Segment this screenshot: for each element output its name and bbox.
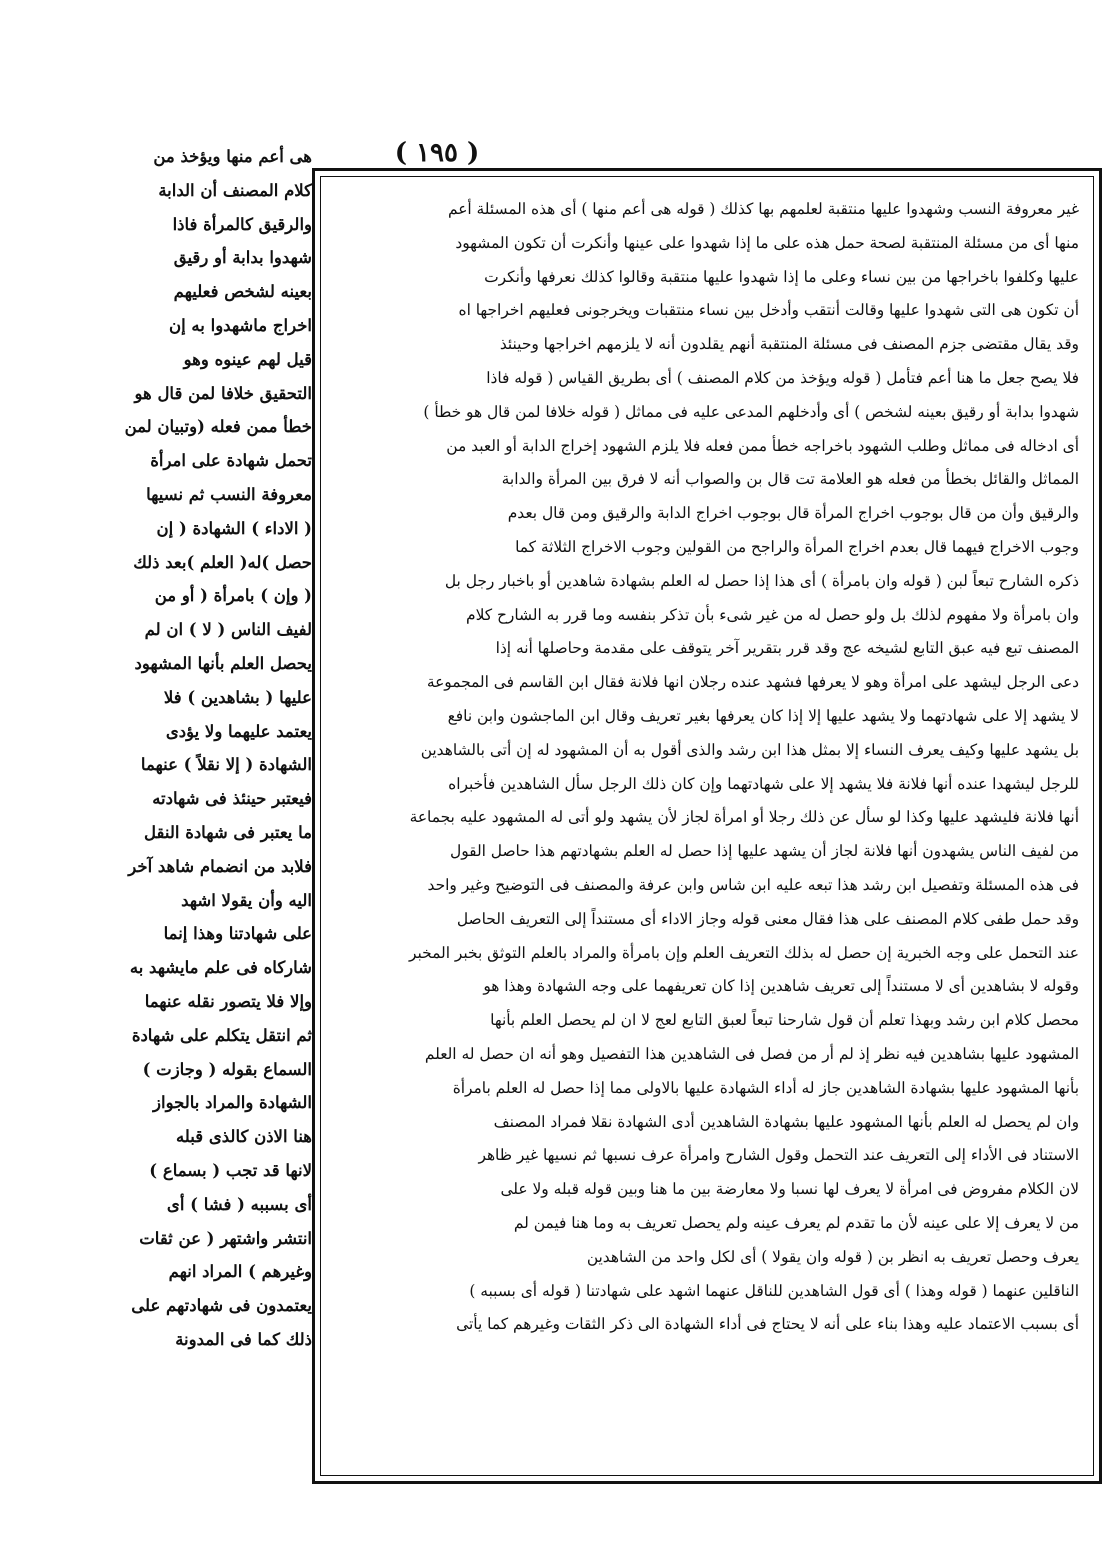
main-text-line: المماثل والقائل بخطأ من فعله هو العلامة تت قال بن والصواب أنه لا فرق بين المرأة والدابة <box>501 470 1079 489</box>
side-commentary-column <box>20 140 312 1490</box>
side-text-line: خطأ ممن فعله (وتبيان لمن <box>124 417 312 437</box>
main-text-line: أى ادخاله فى مماثل وطلب الشهود باخراجه خطأ ممن فعله فلا يلزم الشهود إخراج الدابة أو العبد من <box>446 436 1079 455</box>
main-text-line: من لا يعرف إلا على عينه لأن ما تقدم لم يعرف عينه ولم يحصل تعريف به وما هنا فيمن لم <box>513 1213 1079 1232</box>
page-number: ( ١٩٥ ) <box>394 138 480 168</box>
main-text-line: وان بامرأة ولا مفهوم لذلك بل ولو حصل له من غير شىء بأن تذكر بنفسه وما قرر به الشارح كلام <box>466 605 1079 624</box>
main-text-line: من لفيف الناس يشهدون أنها فلانة لجاز أن يشهد عليها إذا حصل له العلم بشهادتهم هذا حاصل القول <box>450 842 1079 861</box>
side-text-line: ( الاداء ) الشهادة ( إن <box>156 518 312 538</box>
side-text-line: الشهادة والمراد بالجواز <box>153 1093 312 1113</box>
side-text-line: ( وإن ) بامرأة ( أو من <box>154 586 312 606</box>
main-text-line: وان لم يحصل له العلم بأنها المشهود عليها بشهادة الشاهدين أدى الشهادة نقلا فمراد المصنف <box>493 1112 1079 1131</box>
main-text-inner-border <box>320 176 1094 1476</box>
main-text-line: غير معروفة النسب وشهدوا عليها منتقبة لعلمهم بها كذلك ( قوله هى أعم منها ) أى هذه المسئلة أعم <box>447 200 1079 218</box>
main-text-line: لا يشهد إلا على شهادتهما ولا يشهد عليها إلا إذا كان يعرفها بغير تعريف وقال ابن الماجشون وابن نافع <box>447 706 1079 725</box>
main-text-line: عند التحمل على وجه الخبرية إن حصل له بذلك التعريف العلم وإن بامرأة والمراد بالعلم التوثق بخبر المخبر <box>409 943 1079 962</box>
side-text-line: بعينه لشخص فعليهم <box>173 282 312 302</box>
side-text-line: ما يعتبر فى شهادة النقل <box>144 822 312 842</box>
main-text-line: لان الكلام مفروض فى امرأة لا يعرف لها نسبا ولا معارضة بين ما هنا وبين قوله قبله ولا على <box>500 1180 1079 1199</box>
side-text-line: فيعتبر حينئذ فى شهادته <box>152 789 312 809</box>
main-text-line: عليها وكلفوا باخراجها من بين نساء وعلى ما إذا شهدوا عليها منتقبة وقالوا كذلك نعرفها وأنكرت <box>484 267 1079 286</box>
side-text-line: لفيف الناس ( لا ) ان لم <box>144 620 312 640</box>
side-text-line: يعتمد عليهما ولا يؤدى <box>165 721 312 741</box>
main-text-line: وقد يقال مقتضى جزم المصنف فى مسئلة المنتقبة أنهم يقلدون أنه لا يلزمهم اخراجها وحينئذ <box>499 335 1079 354</box>
side-text-line: معروفة النسب ثم نسيها <box>146 484 312 504</box>
main-text-line: وجوب الاخراج فيهما قال بعدم اخراج المرأة والراجح من القولين وجوب الاخراج الثلاثة كما <box>515 537 1079 556</box>
main-text-line: بل يشهد عليها وكيف يعرف النساء إلا بمثل هذا ابن رشد والذى أقول به أن المشهود له إن أتى بالشاهدين <box>420 740 1079 759</box>
side-text-line: حصل )له( العلم )بعد ذلك <box>133 552 312 572</box>
side-text-line: الشهادة ( إلا نقلاً ) عنهما <box>140 755 312 775</box>
side-text-line: كلام المصنف أن الدابة <box>158 180 312 200</box>
main-commentary-text <box>333 193 1079 1455</box>
main-text-line: المشهود عليها بشاهدين فيه نظر إذ لم أر من فصل فى الشاهدين هذا التفصيل وهو أنه ان حصل له العلم <box>424 1044 1079 1063</box>
side-text-line: انتشر واشتهر ( عن ثقات <box>139 1228 312 1248</box>
side-text-line: اليه وأن يقولا اشهد <box>181 890 312 910</box>
side-text-line: لانها قد تجب ( بسماع ) <box>149 1160 312 1180</box>
main-text-line: فلا يصح جعل ما هنا أعم فتأمل ( قوله ويؤخذ من كلام المصنف ) أى بطريق القياس ( قوله فاذا <box>486 368 1079 387</box>
main-text-line: وقد حمل طفى كلام المصنف على هذا فقال معنى قوله وجاز الاداء أى مستنداً إلى التعريف الحاصل <box>456 909 1079 928</box>
main-text-frame <box>312 168 1102 1484</box>
side-text-line: وغيرهم ) المراد انهم <box>168 1262 312 1282</box>
main-text-line: محصل كلام ابن رشد وبهذا تعلم أن قول شارحنا تبعاً لعبق التابع لعج لا ان لم يحصل العلم بأنها <box>490 1011 1079 1030</box>
side-text-line: يحصل العلم بأنها المشهود <box>134 653 312 673</box>
main-text-line: وقوله لا بشاهدين أى لا مستنداً إلى تعريف شاهدين إذا كان تعريفهما على وجه الشهادة وهذا هو <box>483 977 1079 996</box>
side-text-line: تحمل شهادة على امرأة <box>150 451 312 471</box>
main-text-line: أى بسبب الاعتماد عليه وهذا بناء على أنه لا يحتاج فى أداء الشهادة الى ذكر الثقات وغيرهم كما يأتى <box>456 1315 1079 1334</box>
main-text-line: أنها فلانة فليشهد عليها وكذا لو سأل عن ذلك رجلا أو امرأة لجاز لأن يشهد ولو أتى له المشهود عليه بجماعة <box>409 808 1079 827</box>
main-text-line: للرجل ليشهدا عنده أنها فلانة فلا يشهد إلا على شهادتهما وإن كان ذلك الرجل سأل الشاهدين فأخبراه <box>448 774 1079 793</box>
side-text-line: والرقيق كالمرأة فاذا <box>172 214 312 234</box>
main-text-line: ذكره الشارح تبعاً لبن ( قوله وان بامرأة ) أى هذا إذا حصل له العلم بشهادة شاهدين أو باخبار رجل بل <box>444 571 1079 590</box>
side-text-line: اخراج ماشهدوا به إن <box>168 315 312 335</box>
main-text-line: المصنف تبع فيه عبق التابع لشيخه عج وقد قرر بتقرير آخر يتوقف على مقدمة وحاصلها أنه إذا <box>495 639 1079 658</box>
side-text-line: فلابد من انضمام شاهد آخر <box>128 856 312 876</box>
side-text-line: هنا الاذن كالذى قبله <box>175 1127 312 1147</box>
side-text-line: شاركاه فى علم مايشهد به <box>129 958 312 978</box>
side-text-line: السماع بقوله ( وجازت ) <box>142 1059 312 1079</box>
main-text-line: بأنها المشهود عليها بشهادة الشاهدين جاز له أداء الشهادة عليها بالاولى مما إذا حصل له العلم بامرأة <box>452 1078 1079 1097</box>
side-text-line: هى أعم منها ويؤخذ من <box>153 147 312 166</box>
side-text-line: عليها ( بشاهدين ) فلا <box>163 687 312 707</box>
main-text-line: الناقلين عنهما ( قوله وهذا ) أى قول الشاهدين للناقل عنهما اشهد على شهادتنا ( قوله أى بسببه ) <box>469 1281 1079 1300</box>
main-text-line: الاستناد فى الأداء إلى التعريف عند التحمل وقول الشارح وامرأة عرف نسبها ثم نسيها غير ظاهر <box>478 1146 1079 1165</box>
side-text-line: شهدوا بدابة أو رقيق <box>173 248 312 268</box>
side-text-line: ذلك كما فى المدونة <box>175 1329 312 1349</box>
side-text-line: ثم انتقل يتكلم على شهادة <box>131 1025 312 1045</box>
side-text-line: قيل لهم عينوه وهو <box>183 349 312 369</box>
side-text-line: على شهادتنا وهذا إنما <box>163 924 312 944</box>
main-text-line: فى هذه المسئلة وتفصيل ابن رشد هذا تبعه عليه ابن شاس وابن عرفة والمصنف فى التوضيح وغير واحد <box>427 875 1079 894</box>
main-text-line: شهدوا بدابة أو رقيق بعينه لشخص ) أى وأدخلهم المدعى عليه فى مماثل ( قوله خلافا لمن قال هو خطأ ) <box>423 402 1079 421</box>
side-text-line: وإلا فلا يتصور نقله عنهما <box>144 991 312 1011</box>
main-text-line: منها أى من مسئلة المنتقبة لصحة حمل هذه على ما إذا شهدوا على عينها وأنكرت أن تكون المشهود <box>455 233 1079 252</box>
main-text-line: أن تكون هى التى شهدوا عليها وقالت أنتقب وأدخل بين نساء منتقبات ويخرجونى فعليهم اخراجها اه <box>458 301 1079 320</box>
main-text-line: والرقيق وأن من قال بوجوب اخراج المرأة قال بوجوب اخراج الدابة والرقيق ومن قال بعدم <box>507 504 1079 523</box>
side-text-line: أى بسببه ( فشا ) أى <box>166 1194 312 1214</box>
side-text-line: التحقيق خلافا لمن قال هو <box>134 383 312 403</box>
main-text-line: دعى الرجل ليشهد على امرأة وهو لا يعرفها فشهد عنده رجلان انها فلانة فقال ابن القاسم فى المجموعة <box>426 673 1079 692</box>
side-text-line: يعتمدون فى شهادتهم على <box>131 1296 312 1316</box>
main-text-line: يعرف وحصل تعريف به انظر بن ( قوله وان يقولا ) أى لكل واحد من الشاهدين <box>586 1247 1079 1266</box>
